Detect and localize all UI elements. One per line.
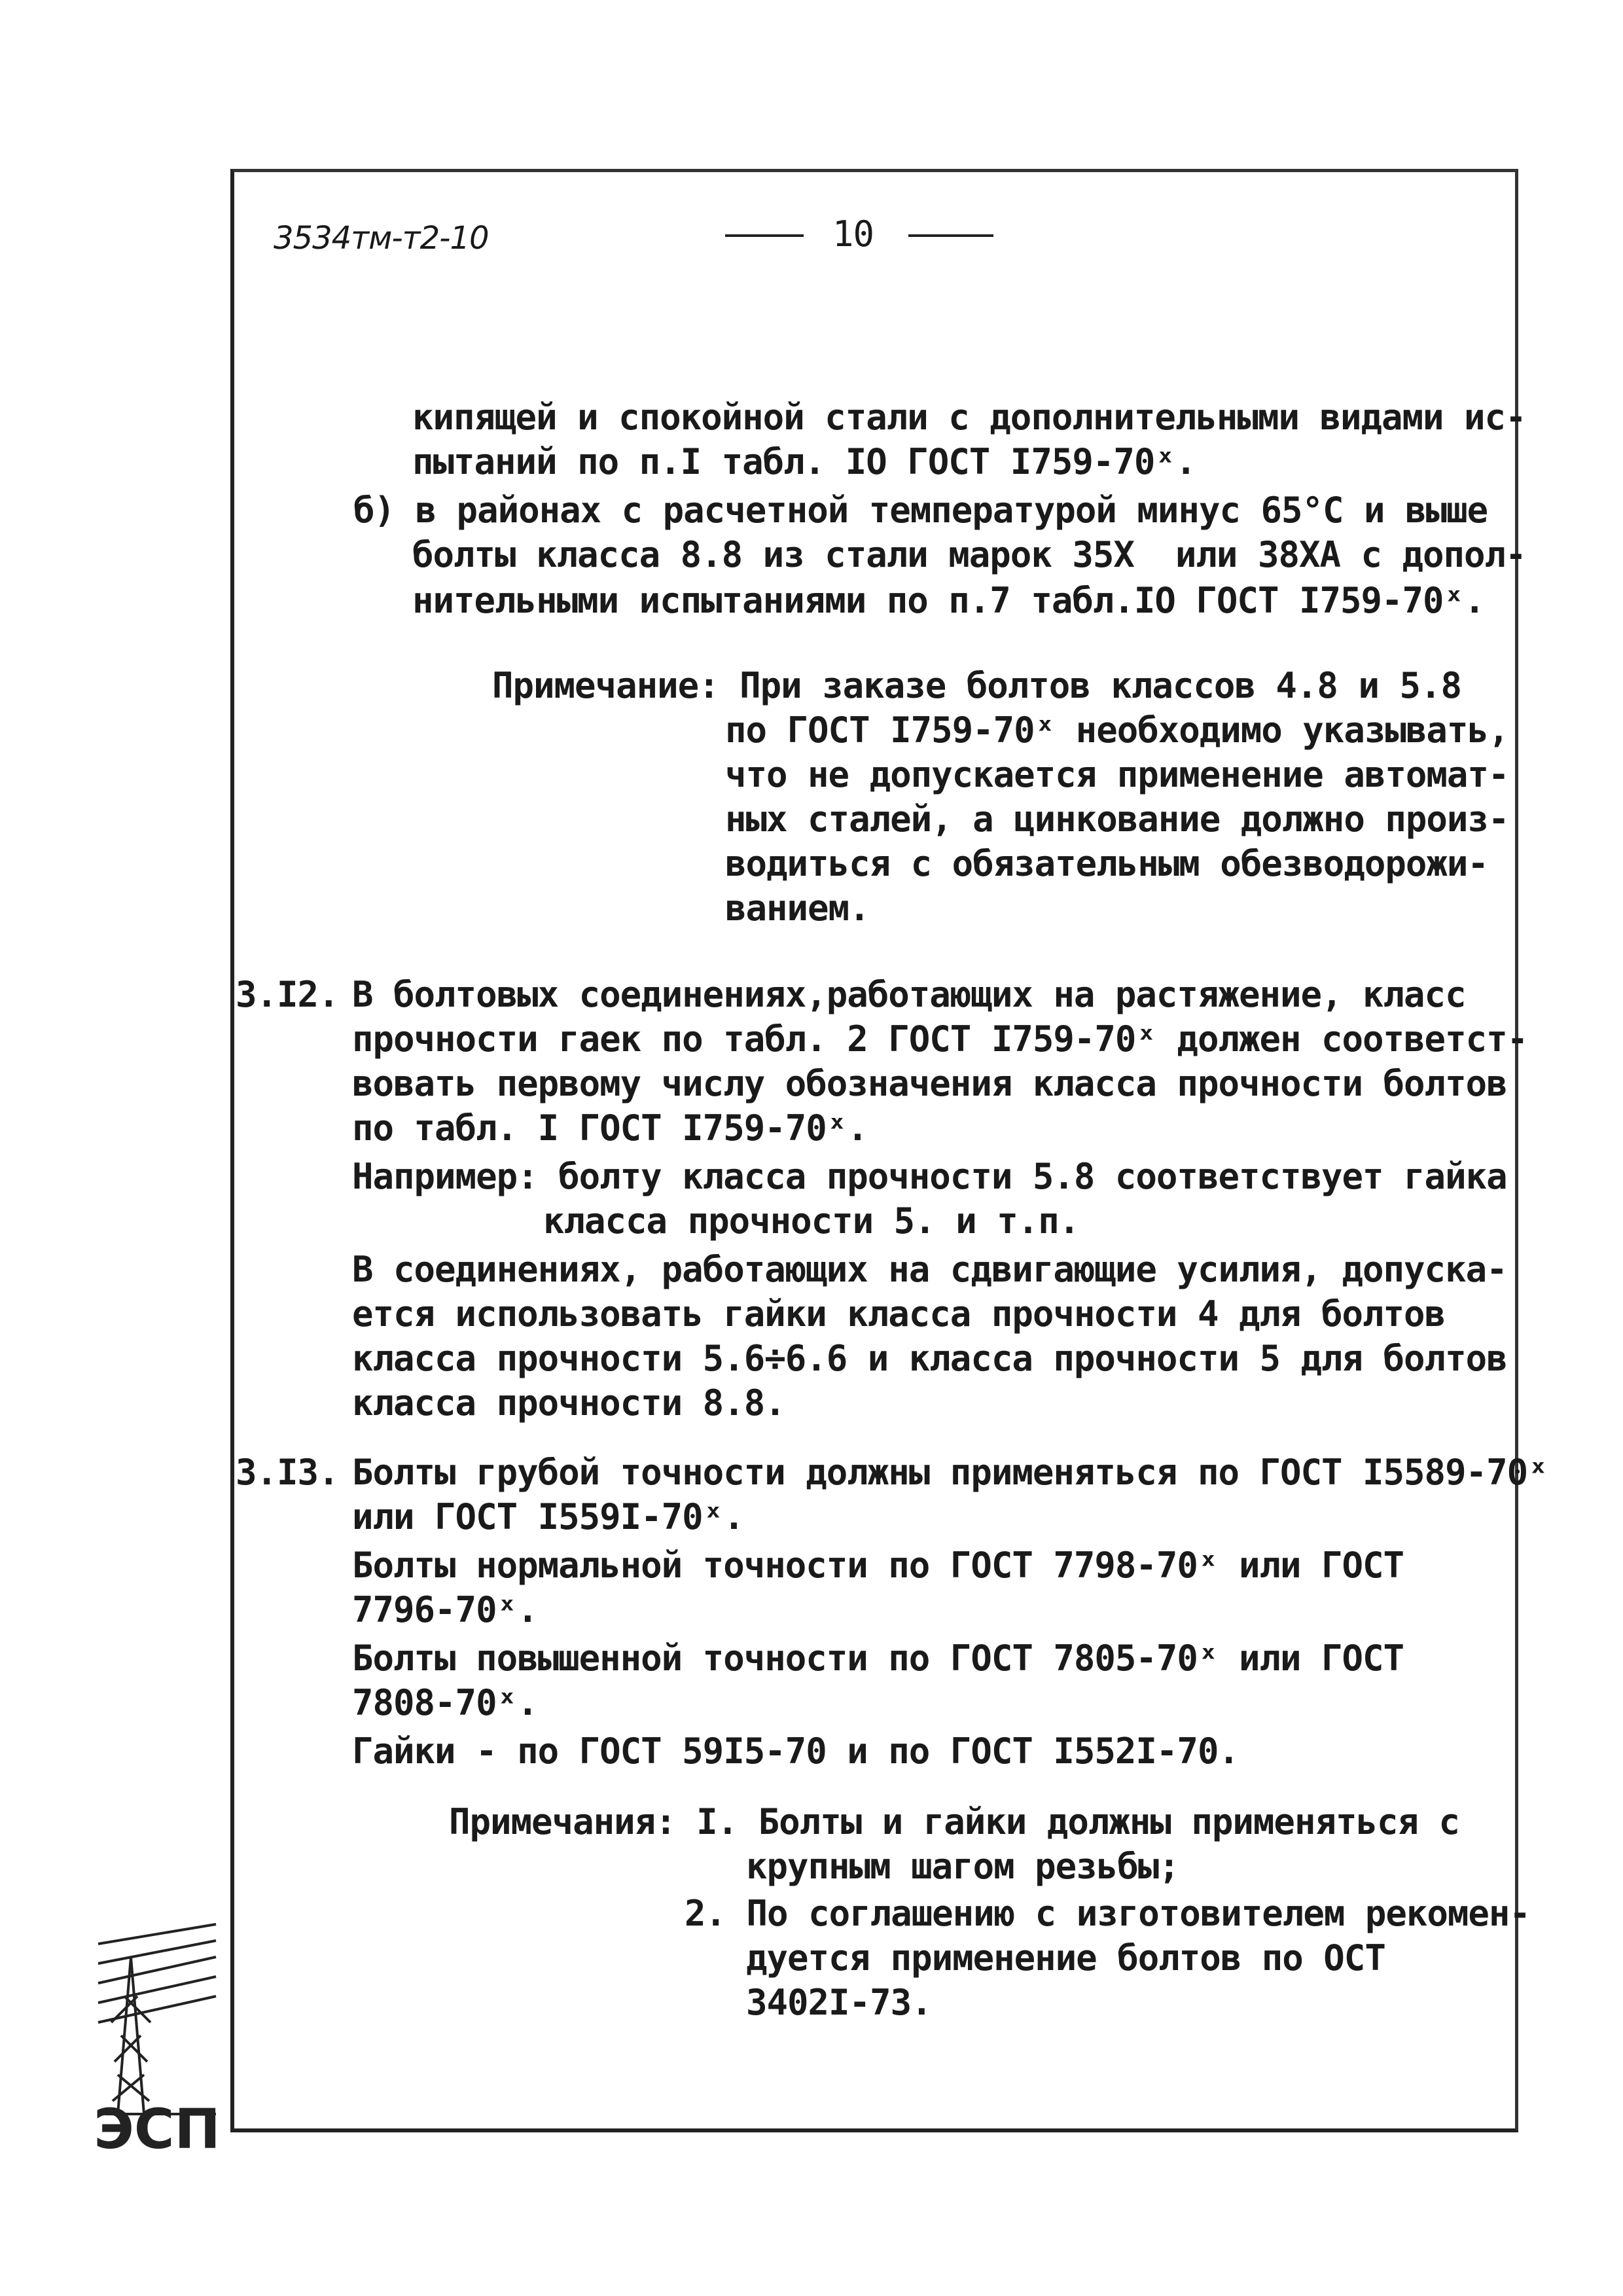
text-line: класса прочности 8.8. [352, 1382, 785, 1424]
page-number-dash-left [725, 234, 804, 237]
text-line: пытаний по п.I табл. IO ГОСТ I759-70ˣ. [412, 441, 1196, 482]
text-line: прочности гаек по табл. 2 ГОСТ I759-70ˣ должен соответст- [352, 1018, 1528, 1060]
text-line: по табл. I ГОСТ I759-70ˣ. [352, 1107, 868, 1149]
document-code: 3534тм-т2-10 [274, 220, 489, 257]
text-line: Гайки - по ГОСТ 59I5-70 и по ГОСТ I552I-70. [352, 1731, 1239, 1772]
page-number: 10 [832, 213, 874, 255]
text-line: по ГОСТ I759-70ˣ необходимо указывать, [725, 709, 1509, 751]
text-line: ных сталей, а цинкование должно произ- [725, 798, 1509, 840]
text-line: нительными испытаниями по п.7 табл.IO ГОСТ I759-70ˣ. [412, 580, 1485, 621]
text-line: 7796-70ˣ. [352, 1589, 538, 1630]
text-line: Болты нормальной точности по ГОСТ 7798-70ˣ или ГОСТ [352, 1545, 1404, 1586]
section-number: 3.I3. [236, 1452, 339, 1493]
text-line: дуется применение болтов по ОСТ [746, 1937, 1385, 1979]
text-line: кипящей и спокойной стали с дополнительными видами ис- [412, 397, 1526, 438]
text-line: класса прочности 5.6÷6.6 и класса прочности 5 для болтов [352, 1338, 1507, 1379]
text-line: вовать первому числу обозначения класса прочности болтов [352, 1063, 1507, 1104]
esp-logo [92, 1918, 223, 2153]
text-line: 3402I-73. [746, 1982, 932, 2023]
text-line: В соединениях, работающих на сдвигающие усилия, допуска- [352, 1249, 1507, 1290]
text-line: что не допускается применение автомат- [725, 754, 1509, 795]
notes-heading: Примечания: I. Болты и гайки должны применяться с [449, 1801, 1460, 1842]
section-number: 3.I2. [236, 974, 339, 1015]
text-line: 7808-70ˣ. [352, 1682, 538, 1723]
logo-lettering: ЭСП [94, 2097, 221, 2153]
example-line: Например: болту класса прочности 5.8 соответствует гайка [352, 1156, 1507, 1197]
text-line: класса прочности 5. и т.п. [543, 1200, 1080, 1242]
text-line: или ГОСТ I559I-70ˣ. [352, 1496, 744, 1537]
text-line: Болты грубой точности должны применяться по ГОСТ I5589-70ˣ [352, 1452, 1548, 1493]
text-line: 2. По соглашению с изготовителем рекомен- [685, 1893, 1530, 1934]
text-line: В болтовых соединениях,работающих на растяжение, класс [352, 974, 1466, 1015]
text-line: водиться с обязательным обезводорожи- [725, 843, 1488, 884]
text-line: ванием. [725, 888, 870, 929]
text-line: Болты повышенной точности по ГОСТ 7805-70ˣ или ГОСТ [352, 1638, 1404, 1679]
text-line: болты класса 8.8 из стали марок 35Х или 38ХА с допол- [412, 534, 1526, 575]
list-item-b: б) в районах с расчетной температурой минус 65°С и выше [353, 490, 1488, 531]
page-number-dash-right [908, 234, 993, 237]
text-line: ется использовать гайки класса прочности 4 для болтов [352, 1293, 1446, 1335]
text-line: крупным шагом резьбы; [746, 1846, 1179, 1887]
note-heading: Примечание: При заказе болтов классов 4.8 и 5.8 [492, 665, 1462, 706]
